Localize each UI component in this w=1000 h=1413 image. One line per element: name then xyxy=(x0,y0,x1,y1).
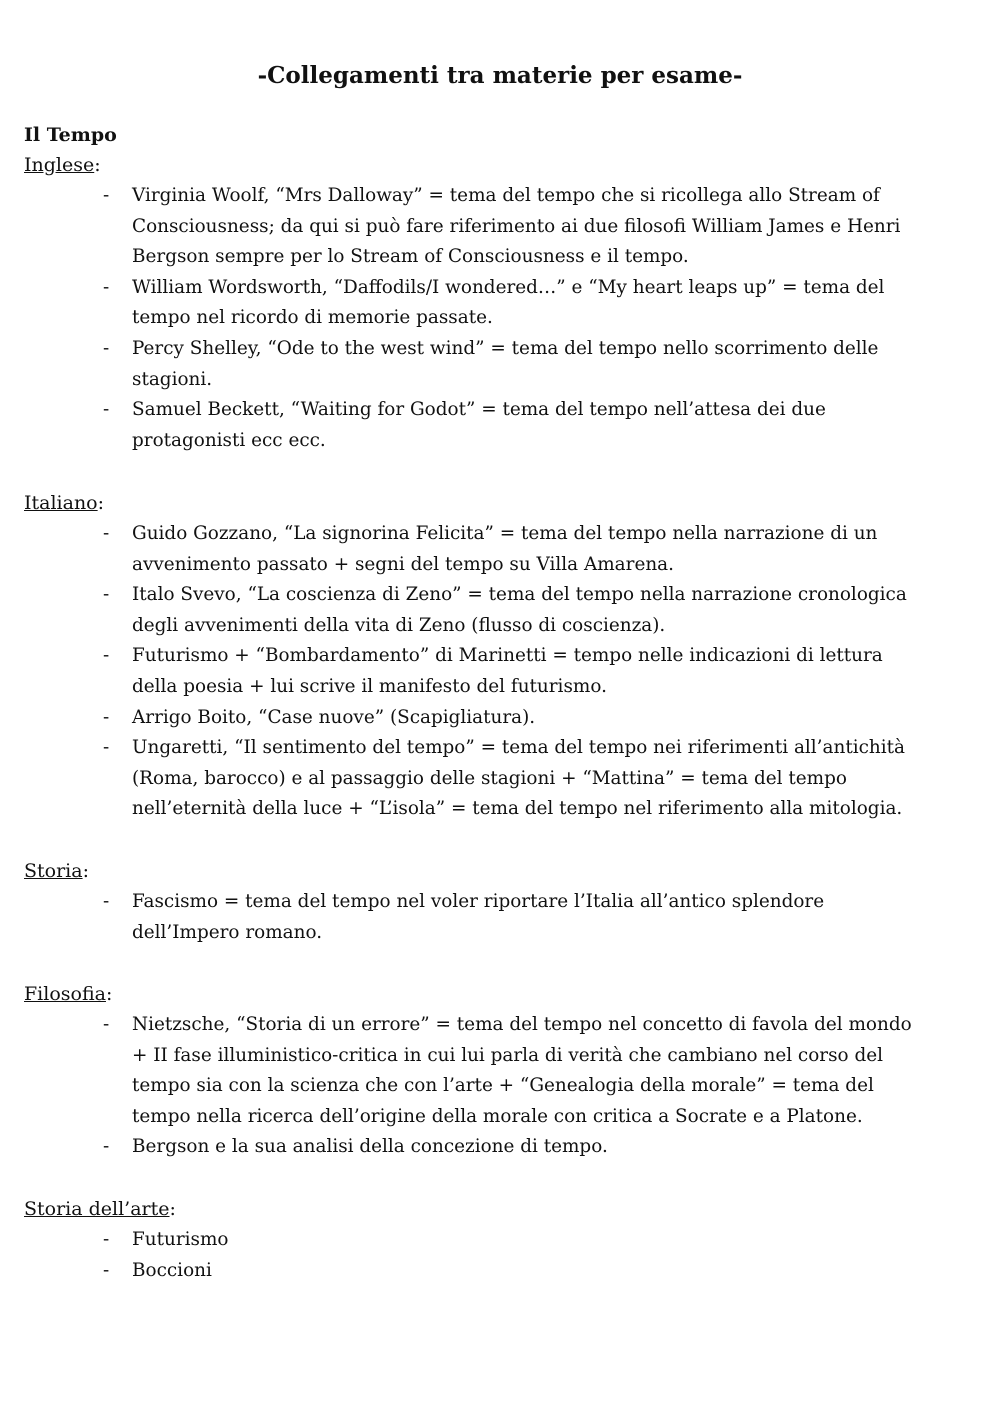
subject-list-storia xyxy=(0,887,1000,948)
list-item: - Arrigo Boito, “Case nuove” (Scapigliatura). xyxy=(103,706,536,728)
list-item: - Nietzsche, “Storia di un errore” = tema del tempo nel concetto di favola del mondo + II fase illuministico-critica in cui lui parla di verità che cambiano nel corso del tempo sia con la scienza che con l’arte + “Genealogia della morale” = tema del tempo nella ricerca dell’origine della morale con critica a Socrate e a Platone. xyxy=(103,1014,912,1127)
subject-list-italiano xyxy=(0,519,1000,825)
subject-heading-italiano: Italiano: xyxy=(24,492,105,514)
list-item: - Boccioni xyxy=(103,1259,212,1281)
list-item: - Virginia Woolf, “Mrs Dalloway” = tema del tempo che si ricollega allo Stream of Consciousness; da qui si può fare riferimento ai due filosofi William James e Henri Bergson sempre per lo Stream of Consciousness e il tempo. xyxy=(103,185,901,268)
list-item: - Fascismo = tema del tempo nel voler riportare l’Italia all’antico splendore dell’Impero romano. xyxy=(103,891,825,943)
list-item: - William Wordsworth, “Daffodils/I wondered…” e “My heart leaps up” = tema del tempo nel ricordo di memorie passate. xyxy=(103,276,885,329)
list-item: - Ungaretti, “Il sentimento del tempo” = tema del tempo nei riferimenti all’antichità (Roma, barocco) e al passaggio delle stagioni + “Mattina” = tema del tempo nell’eternità della luce + “L’isola” = tema del tempo nel riferimento alla mitologia. xyxy=(103,737,905,820)
subject-list-filosofia xyxy=(0,1010,1000,1163)
subject-list-storia-dell-arte xyxy=(0,1225,1000,1286)
list-item: - Bergson e la sua analisi della concezione di tempo. xyxy=(103,1136,608,1158)
list-item: - Futurismo xyxy=(103,1229,229,1250)
subject-list-inglese xyxy=(0,181,1000,456)
topic-heading: Il Tempo xyxy=(24,124,117,146)
list-item: - Guido Gozzano, “La signorina Felicita” = tema del tempo nella narrazione di un avvenimento passato + segni del tempo su Villa Amarena. xyxy=(103,523,878,575)
list-item: - Percy Shelley, “Ode to the west wind” = tema del tempo nello scorrimento delle stagioni. xyxy=(103,337,879,390)
subject-heading-filosofia: Filosofia: xyxy=(24,983,113,1005)
list-item: - Samuel Beckett, “Waiting for Godot” = tema del tempo nell’attesa dei due protagonisti ecc ecc. xyxy=(103,399,826,451)
subject-heading-inglese: Inglese: xyxy=(24,154,101,176)
subject-heading-storia: Storia: xyxy=(24,860,89,882)
subject-heading-storia-dell-arte: Storia dell’arte: xyxy=(24,1198,176,1220)
document-title: -Collegamenti tra materie per esame- xyxy=(257,62,743,89)
list-item: - Futurismo + “Bombardamento” di Marinetti = tempo nelle indicazioni di lettura della poesia + lui scrive il manifesto del futurismo. xyxy=(103,645,883,697)
list-item: - Italo Svevo, “La coscienza di Zeno” = tema del tempo nella narrazione cronologica degli avvenimenti della vita di Zeno (flusso di coscienza). xyxy=(103,584,907,636)
